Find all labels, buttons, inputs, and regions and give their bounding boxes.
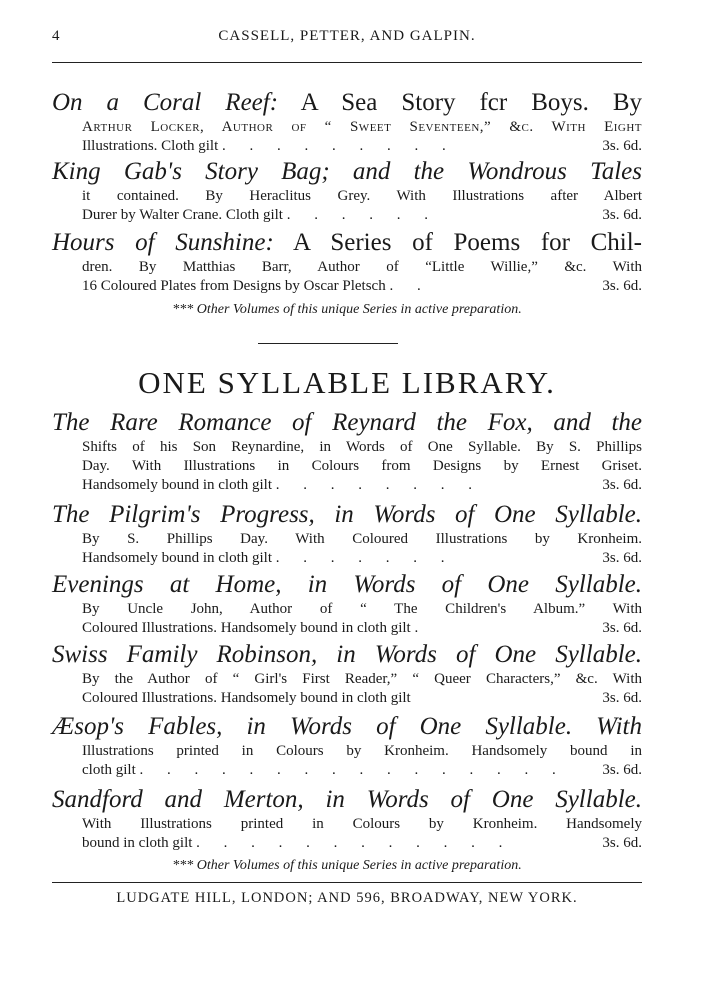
book-price: 3s. 6d. xyxy=(602,690,642,706)
book-price: 3s. 6d. xyxy=(602,278,642,294)
book-price: 3s. 6d. xyxy=(602,477,642,493)
book-binding-line: Coloured Illustrations. Handsomely bound in cloth gilt . 3s. 6d. xyxy=(82,620,642,636)
series-note: *** Other Volumes of this unique Series in active preparation. xyxy=(172,302,522,317)
book-description: Shifts of his Son Reynardine, in Words of One Syllable. By S. Phillips xyxy=(82,439,642,455)
book-description: With Illustrations printed in Colours by Kronheim. Handsomely xyxy=(82,816,642,832)
book-binding-line: Durer by Walter Crane. Cloth gilt . . . . . . 3s. 6d. xyxy=(82,207,642,223)
book-title: The Pilgrim's Progress, in Words of One Syllable. xyxy=(52,501,642,528)
book-entry xyxy=(52,408,642,495)
section-divider xyxy=(258,343,398,344)
book-title: Sandford and Merton, in Words of One Syllable. xyxy=(52,786,642,813)
book-binding-line: Handsomely bound in cloth gilt . . . . . . . . 3s. 6d. xyxy=(82,477,642,493)
book-title: Swiss Family Robinson, in Words of One Syllable. xyxy=(52,641,642,668)
book-entry xyxy=(52,228,642,296)
book-entry xyxy=(52,712,642,780)
book-description: Illustrations printed in Colours by Kronheim. Handsomely bound in xyxy=(82,743,642,759)
book-title: King Gab's Story Bag; and the Wondrous Tales xyxy=(52,158,642,185)
book-entry xyxy=(52,500,642,568)
book-price: 3s. 6d. xyxy=(602,138,642,154)
book-title: Hours of Sunshine: A Series of Poems for Chil- xyxy=(52,229,642,256)
page-header xyxy=(52,28,642,50)
book-entry xyxy=(52,570,642,638)
page-number: 4 xyxy=(52,28,60,44)
book-price: 3s. 6d. xyxy=(602,550,642,566)
book-title: Æsop's Fables, in Words of One Syllable. With xyxy=(52,713,642,740)
footer-rule xyxy=(52,882,642,883)
section-title: ONE SYLLABLE LIBRARY. xyxy=(138,365,556,400)
book-description: By Uncle John, Author of “ The Children's Album.” With xyxy=(82,601,642,617)
series-note: *** Other Volumes of this unique Series in active preparation. xyxy=(172,858,522,873)
book-title: The Rare Romance of Reynard the Fox, and the xyxy=(52,409,642,436)
book-title: On a Coral Reef: A Sea Story fcr Boys. By xyxy=(52,89,642,116)
book-price: 3s. 6d. xyxy=(602,620,642,636)
book-description: it contained. By Heraclitus Grey. With Illustrations after Albert xyxy=(82,188,642,204)
book-price: 3s. 6d. xyxy=(602,207,642,223)
book-binding-line: Coloured Illustrations. Handsomely bound in cloth gilt 3s. 6d. xyxy=(82,690,642,706)
publisher-address: LUDGATE HILL, LONDON; AND 596, BROADWAY, NEW YORK. xyxy=(116,890,578,906)
book-description-2: Day. With Illustrations in Colours from Designs by Ernest Griset. xyxy=(82,458,642,474)
book-entry xyxy=(52,157,642,225)
book-description: dren. By Matthias Barr, Author of “Little Willie,” &c. With xyxy=(82,259,642,275)
book-entry xyxy=(52,88,642,156)
running-head: CASSELL, PETTER, AND GALPIN. xyxy=(218,28,476,44)
book-binding-line: Illustrations. Cloth gilt . . . . . . . . . 3s. 6d. xyxy=(82,138,642,154)
book-price: 3s. 6d. xyxy=(602,762,642,778)
book-description: By S. Phillips Day. With Coloured Illustrations by Kronheim. xyxy=(82,531,642,547)
book-binding-line: 16 Coloured Plates from Designs by Oscar Pletsch . . 3s. 6d. xyxy=(82,278,642,294)
book-binding-line: Handsomely bound in cloth gilt . . . . . . . 3s. 6d. xyxy=(82,550,642,566)
book-description: Arthur Locker, Author of “ Sweet Seventeen,” &c. With Eight xyxy=(82,119,642,135)
book-title: Evenings at Home, in Words of One Syllable. xyxy=(52,571,642,598)
book-binding-line: cloth gilt . . . . . . . . . . . . . . . . 3s. 6d. xyxy=(82,762,642,778)
book-binding-line: bound in cloth gilt . . . . . . . . . . . . 3s. 6d. xyxy=(82,835,642,851)
book-description: By the Author of “ Girl's First Reader,” “ Queer Characters,” &c. With xyxy=(82,671,642,687)
book-entry xyxy=(52,640,642,708)
header-rule xyxy=(52,62,642,63)
book-price: 3s. 6d. xyxy=(602,835,642,851)
book-entry xyxy=(52,785,642,853)
